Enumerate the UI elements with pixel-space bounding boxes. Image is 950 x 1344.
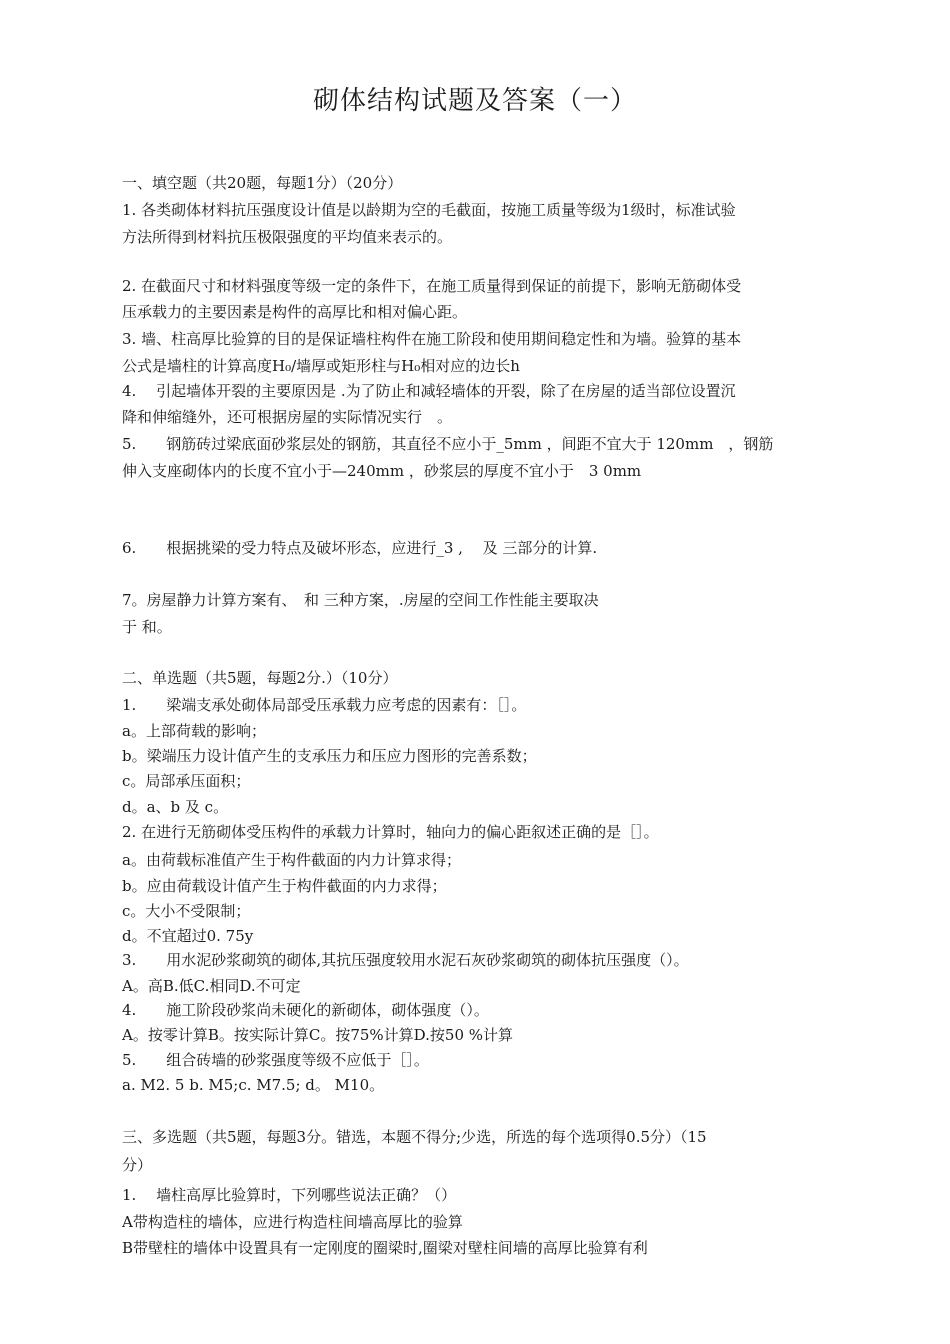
question-text: 3. 墙、柱高厚比验算的目的是保证墙柱构件在施工阶段和使用期间稳定性和为墙。验算的基本 [122,330,742,348]
option-text: a. M2. 5 b. M5;c. M7.5; d。 M10。 [122,1076,385,1094]
question-text: 公式是墙柱的计算高度H₀/墙厚或矩形柱与H₀相对应的边长h [122,357,520,375]
option-text: a。由荷载标准值产生于构件截面的内力计算求得； [122,851,461,869]
question-text: 方法所得到材料抗压极限强度的平均值来表示的。 [122,228,453,246]
option-text: A。按零计算B。按实际计算C。按75%计算D.按50 %计算 [122,1026,514,1044]
option-text: d。不宜超过0. 75y [122,927,254,945]
page-title: 砌体结构试题及答案（一） [312,86,637,116]
option-text: d。a、b 及 c。 [122,798,229,816]
question-text: 伸入支座砌体内的长度不宜小于—240mm ，砂浆层的厚度不宜小于 3 0mm [122,462,642,480]
question-text: 降和伸缩缝外，还可根据房屋的实际情况实行 。 [122,408,453,426]
section-heading: 三、多选题（共5题，每题3分。错选，本题不得分;少选，所选的每个选项得0.5分）（15 [122,1128,707,1146]
question-text: 1. 各类砌体材料抗压强度设计值是以龄期为空的毛截面，按施工质量等级为1级时，标准试验 [122,201,736,219]
option-text: A。高B.低C.相同D.不可定 [122,977,301,995]
section-heading: 分） [122,1156,153,1174]
option-text: c。局部承压面积； [122,772,251,790]
question-text: 5. 组合砖墙的砂浆强度等级不应低于［］。 [122,1051,429,1069]
question-text: 3. 用水泥砂浆砌筑的砌体,其抗压强度较用水泥石灰砂浆砌筑的砌体抗压强度（）。 [122,951,689,969]
section-heading: 二、单选题（共5题，每题2分.）（10分） [122,669,398,687]
option-text: b。应由荷载设计值产生于构件截面的内力求得； [122,877,447,895]
option-text: B带壁柱的墙体中设置具有一定刚度的圈梁时,圈梁对壁柱间墙的高厚比验算有利 [122,1239,648,1257]
question-text: 5. 钢筋砖过梁底面砂浆层处的钢筋，其直径不应小于_5mm ，间距不宜大于 120mm ，钢筋 [122,435,774,453]
question-text: 4. 引起墙体开裂的主要原因是 .为了防止和减轻墙体的开裂，除了在房屋的适当部位设置沉 [122,382,736,400]
option-text: a。上部荷载的影响； [122,722,266,740]
question-text: 7。房屋静力计算方案有、 和 三种方案，.房屋的空间工作性能主要取决 [122,591,599,609]
question-text: 于 和。 [122,618,172,636]
question-text: 4. 施工阶段砂浆尚未硬化的新砌体，砌体强度（）。 [122,1001,489,1019]
option-text: c。大小不受限制； [122,902,251,920]
question-text: 6. 根据挑梁的受力特点及破坏形态，应进行_3 , 及 三部分的计算. [122,539,598,557]
question-text: 2. 在截面尺寸和材料强度等级一定的条件下，在施工质量得到保证的前提下，影响无筋砌体受 [122,277,742,295]
section-heading: 一、填空题（共20题，每题1分）（20分） [122,174,403,192]
question-text: 1. 梁端支承处砌体局部受压承载力应考虑的因素有：［］。 [122,696,527,714]
option-text: A带构造柱的墙体，应进行构造柱间墙高厚比的验算 [122,1213,463,1231]
option-text: b。梁端压力设计值产生的支承压力和压应力图形的完善系数； [122,747,537,765]
question-text: 压承载力的主要因素是构件的高厚比和相对偏心距。 [122,303,468,321]
question-text: 2. 在进行无筋砌体受压构件的承载力计算时，轴向力的偏心距叙述正确的是［］。 [122,823,659,841]
question-text: 1. 墙柱高厚比验算时，下列哪些说法正确？（） [122,1186,457,1204]
